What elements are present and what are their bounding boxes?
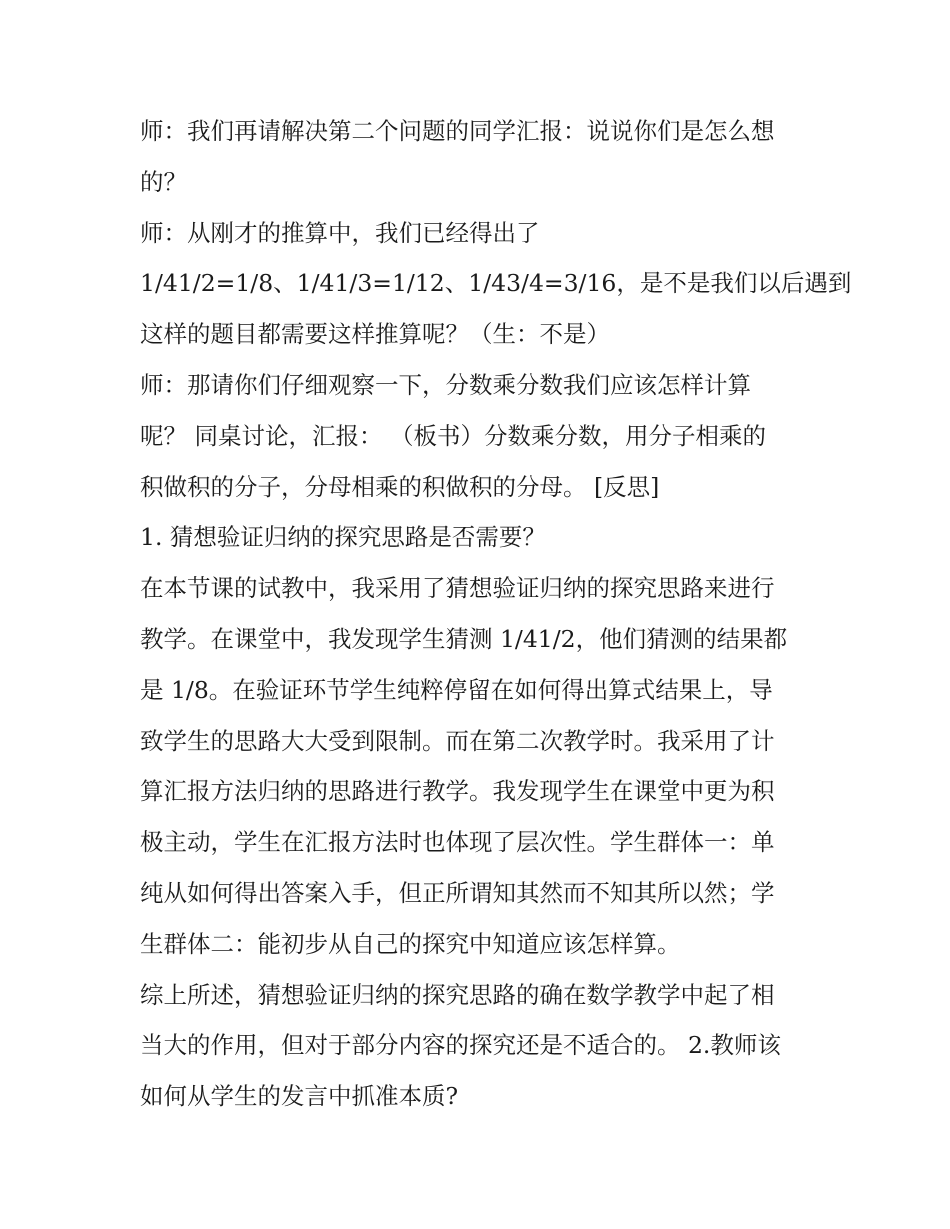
text-line: 算汇报方法归纳的思路进行教学。我发现学生在课堂中更为积 [140, 777, 775, 806]
text-line: 如何从学生的发言中抓准本质? [140, 1082, 459, 1111]
text-line: 呢？ 同桌讨论，汇报： （板书）分数乘分数，用分子相乘的 [140, 421, 766, 450]
text-line: 当大的作用，但对于部分内容的探究还是不适合的。 2.教师该 [140, 1031, 781, 1060]
text-line: 在本节课的试教中，我采用了猜想验证归纳的探究思路来进行 [140, 574, 775, 603]
text-line: 师：那请你们仔细观察一下，分数乘分数我们应该怎样计算 [140, 370, 751, 399]
text-line: 教学。在课堂中，我发现学生猜测 1/41/2，他们猜测的结果都 [140, 624, 788, 653]
text-line: 积做积的分子，分母相乘的积做积的分母。 [反思] [140, 472, 660, 501]
text-line: 这样的题目都需要这样推算呢？（生：不是） [140, 320, 610, 349]
text-line: 1/41/2=1/8、1/41/3=1/12、1/43/4=3/16，是不是我们以后遇到 [140, 269, 852, 298]
text-line: 的？ [140, 167, 187, 196]
text-line: 师：我们再请解决第二个问题的同学汇报：说说你们是怎么想 [140, 117, 775, 145]
text-line: 综上所述，猜想验证归纳的探究思路的确在数学教学中起了相 [140, 980, 775, 1009]
text-line: 是 1/8。在验证环节学生纯粹停留在如何得出算式结果上，导 [140, 675, 773, 704]
text-line: 师：从刚才的推算中，我们已经得出了 [140, 218, 540, 247]
text-line: 生群体二：能初步从自己的探究中知道应该怎样算。 [140, 929, 681, 958]
text-line: 极主动，学生在汇报方法时也体现了层次性。学生群体一：单 [140, 828, 775, 857]
text-line: 1. 猜想验证归纳的探究思路是否需要？ [140, 523, 546, 552]
text-line: 纯从如何得出答案入手，但正所谓知其然而不知其所以然；学 [140, 878, 775, 907]
text-line: 致学生的思路大大受到限制。而在第二次教学时。我采用了计 [140, 726, 775, 755]
document-body [140, 111, 852, 1127]
